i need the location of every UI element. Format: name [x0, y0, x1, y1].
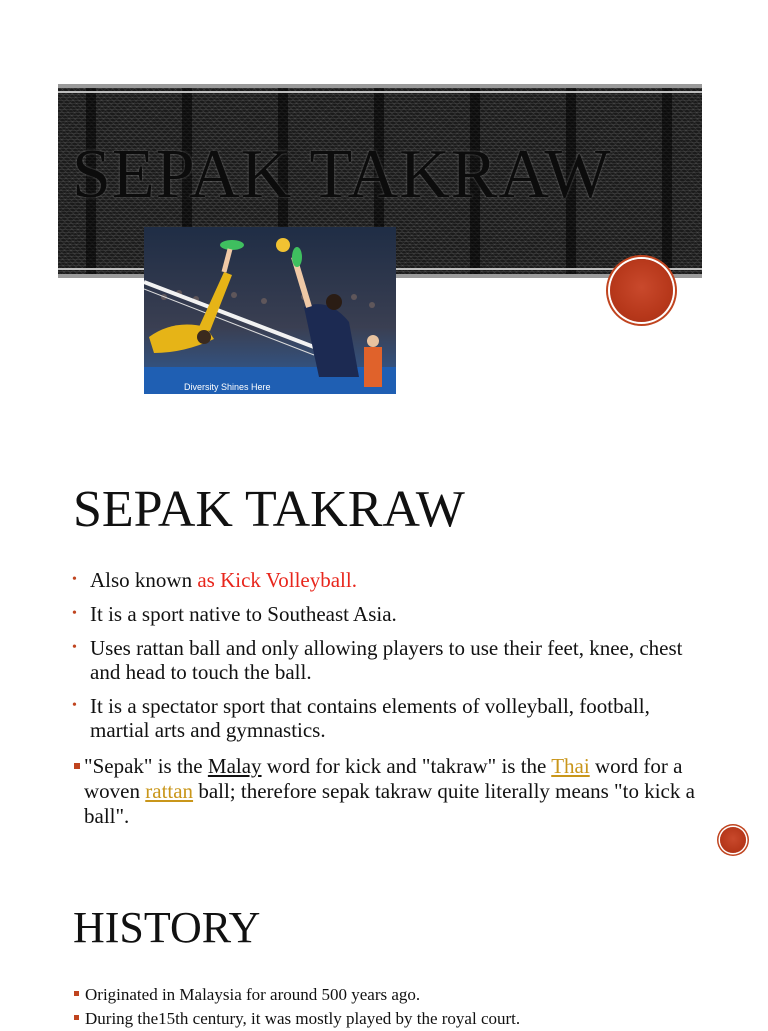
history-text: Originated in Malaysia for around 500 years ago.	[85, 985, 421, 1004]
bullet-list	[72, 568, 712, 752]
history-heading: HISTORY	[73, 903, 261, 952]
list-item	[72, 1007, 712, 1031]
list-item	[72, 694, 712, 742]
square-bullet	[74, 991, 79, 996]
etymology-text	[72, 754, 702, 829]
decorative-circle	[610, 259, 673, 322]
list-item	[72, 602, 712, 626]
decorative-circle	[720, 827, 746, 853]
list-item	[72, 983, 712, 1007]
list-item	[72, 636, 712, 684]
list-item	[72, 568, 712, 592]
sepak-takraw-photo	[144, 227, 396, 394]
square-bullet	[74, 763, 80, 769]
rattan-link[interactable]: rattan	[145, 779, 194, 803]
text-segment: "Sepak" is the	[84, 754, 208, 778]
malay-link[interactable]: Malay	[207, 754, 262, 778]
bullet-text: It is a sport native to Southeast Asia.	[90, 602, 397, 626]
bullet-dot: •	[72, 606, 77, 621]
bullet-highlight: as Kick Volleyball.	[197, 568, 357, 592]
text-segment: word for a woven	[84, 754, 683, 803]
bullet-dot: •	[72, 572, 77, 587]
square-bullet	[74, 1015, 79, 1020]
bullet-text: It is a spectator sport that contains elements of volleyball, football, martial arts and gymnastics.	[90, 694, 650, 742]
bullet-dot: •	[72, 698, 77, 713]
slide-title: SEPAK TAKRAW	[72, 136, 612, 213]
bullet-text: Uses rattan ball and only allowing players to use their feet, knee, chest and head to touch the ball.	[90, 636, 683, 684]
banner-stripe	[58, 91, 702, 93]
text-segment: word for kick and "takraw" is the	[261, 754, 552, 778]
photo-caption: Diversity Shines Here	[184, 382, 271, 392]
text-segment: ball; therefore sepak takraw quite literally means "to kick a ball".	[84, 779, 695, 828]
photo-illustration	[144, 227, 396, 394]
bullet-dot: •	[72, 640, 77, 655]
bullet-text: Also known	[90, 568, 198, 592]
banner-stripe	[58, 84, 702, 88]
section-heading: SEPAK TAKRAW	[73, 481, 465, 538]
thai-link[interactable]: Thai	[551, 754, 590, 778]
etymology-paragraph	[72, 754, 702, 829]
history-text: During the15th century, it was mostly played by the royal court.	[85, 1009, 521, 1028]
